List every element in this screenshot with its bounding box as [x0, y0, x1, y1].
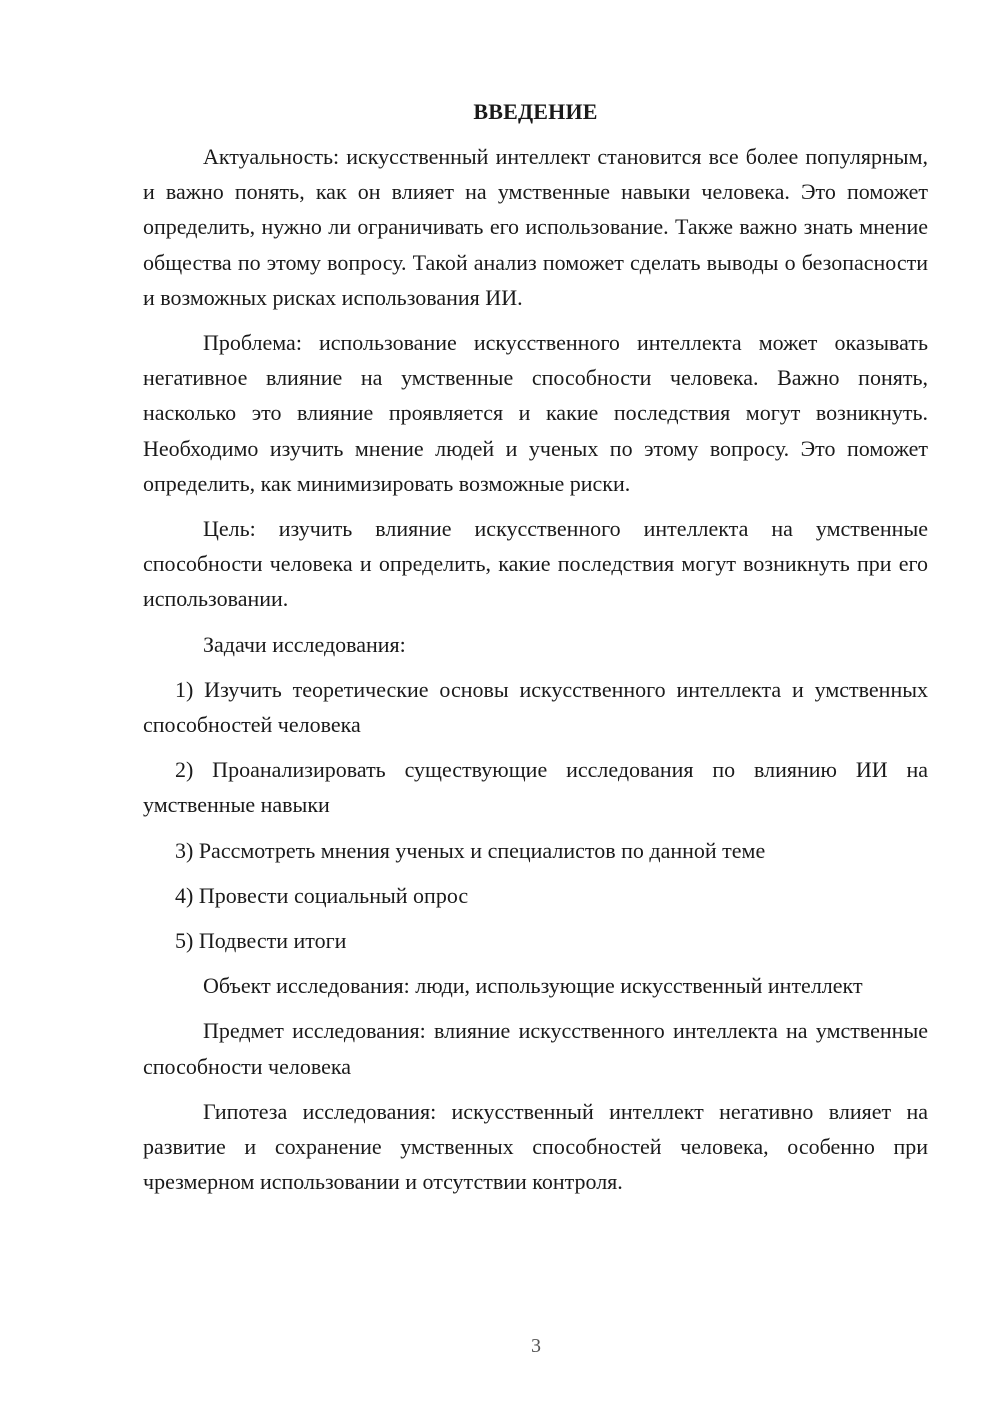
- object-paragraph: Объект исследования: люди, использующие искусственный интеллект: [203, 973, 863, 999]
- task-item: 3) Рассмотреть мнения ученых и специалистов по данной теме: [175, 837, 766, 863]
- goal-paragraph: Цель: изучить влияние искусственного интеллекта на умственные способности человека и определить, какие последствия могут возникнуть при его использовании.: [143, 516, 928, 612]
- relevance-paragraph: Актуальность: искусственный интеллект становится все более популярным, и важно понять, как он влияет на умственные навыки человека. Это поможет определить, нужно ли ограничивать его использование. Также важно знать мнение общества по этому вопросу. Такой анализ поможет сделать выводы о безопасности и возможных рисках использования ИИ.: [143, 144, 928, 310]
- tasks-title: Задачи исследования:: [203, 631, 406, 657]
- problem-paragraph: Проблема: использование искусственного интеллекта может оказывать негативное влияние на умственные способности человека. Важно понять, насколько это влияние проявляется и какие последствия могут возникнуть. Необходимо изучить мнение людей и ученых по этому вопросу. Это поможет определить, как минимизировать возможные риски.: [143, 330, 928, 496]
- task-item: 4) Провести социальный опрос: [175, 882, 469, 908]
- hypothesis-paragraph: Гипотеза исследования: искусственный интеллект негативно влияет на развитие и сохранение умственных способностей человека, особенно при чрезмерном использовании и отсутствии контроля.: [143, 1098, 928, 1195]
- tasks-list: [143, 672, 928, 958]
- task-item: 5) Подвести итоги: [175, 928, 347, 954]
- page-content: [143, 94, 928, 1209]
- page-number: 3: [531, 1335, 541, 1357]
- section-heading: ВВЕДЕНИЕ: [473, 99, 598, 124]
- task-item: 1) Изучить теоретические основы искусственного интеллекта и умственных способностей человека: [143, 676, 928, 738]
- subject-paragraph: Предмет исследования: влияние искусственного интеллекта на умственные способности человека: [143, 1018, 928, 1079]
- task-item: 2) Проанализировать существующие исследования по влиянию ИИ на умственные навыки: [143, 757, 928, 818]
